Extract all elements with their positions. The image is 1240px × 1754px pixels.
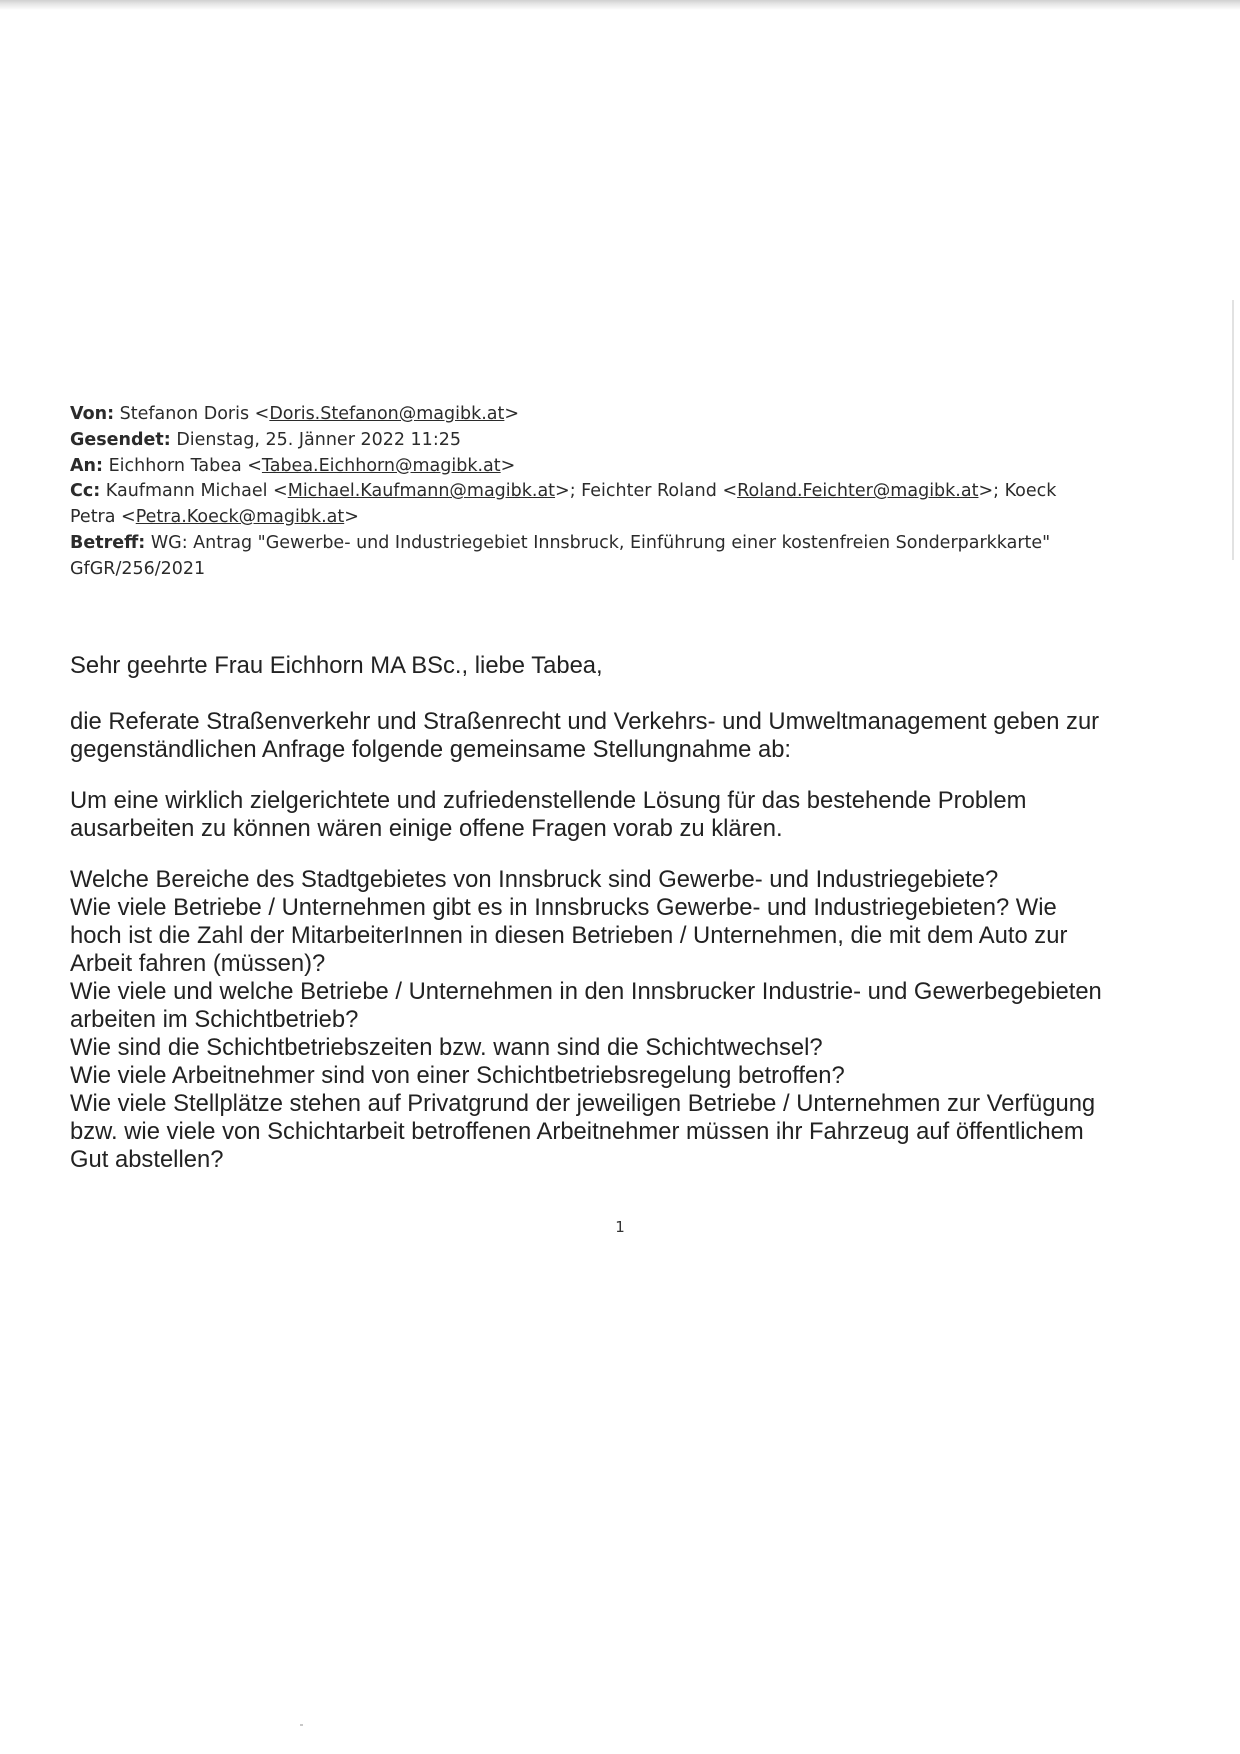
sent-line bbox=[70, 428, 1170, 454]
cc-label: Cc: bbox=[70, 481, 101, 502]
scan-right-edge bbox=[1232, 300, 1234, 560]
question-line: Wie viele Stellplätze stehen auf Privatgrund der jeweiligen Betriebe / Unternehmen zur Verfügung bbox=[70, 1090, 1096, 1117]
cc-email-link[interactable]: Roland.Feichter@magibk.at bbox=[737, 481, 979, 502]
cc-email-link[interactable]: Petra.Koeck@magibk.at bbox=[135, 507, 345, 528]
question-line: Wie viele und welche Betriebe / Unternehmen in den Innsbrucker Industrie- und Gewerbegebieten bbox=[70, 978, 1102, 1005]
to-line: An: Eichhorn Tabea <Tabea.Eichhorn@magibk.at> bbox=[70, 455, 516, 476]
cc-line: Cc: Kaufmann Michael <Michael.Kaufmann@magibk.at>; Feichter Roland <Roland.Feichter@magibk.at>; Koeck bbox=[70, 481, 1057, 502]
subject-text: WG: Antrag "Gewerbe- und Industriegebiet Innsbruck, Einführung einer kostenfreien Sonderparkkarte" bbox=[150, 532, 1051, 553]
cc-line-cont: Petra <Petra.Koeck@magibk.at> bbox=[70, 507, 359, 528]
page-number: 1 bbox=[615, 1218, 625, 1236]
text-line: Um eine wirklich zielgerichtete und zufriedenstellende Lösung für das bestehende Problem bbox=[70, 787, 1027, 814]
question-line: Welche Bereiche des Stadtgebietes von Innsbruck sind Gewerbe- und Industriegebiete? bbox=[70, 866, 999, 893]
to-email-link[interactable]: Tabea.Eichhorn@magibk.at bbox=[261, 455, 501, 476]
subject-label: Betreff: bbox=[70, 532, 146, 553]
question-line: Wie viele Arbeitnehmer sind von einer Schichtbetriebsregelung betroffen? bbox=[70, 1062, 845, 1089]
letter-body bbox=[70, 652, 1175, 1174]
to-label: An: bbox=[70, 455, 104, 476]
scan-speck bbox=[300, 1724, 303, 1726]
question-line: bzw. wie viele von Schichtarbeit betroffenen Arbeitnehmer müssen ihr Fahrzeug auf öffentlichem bbox=[70, 1118, 1084, 1145]
question-line: arbeiten im Schichtbetrieb? bbox=[70, 1006, 359, 1033]
from-label: Von: bbox=[70, 404, 115, 424]
email-header bbox=[70, 402, 1170, 583]
paragraph-intro bbox=[70, 787, 1175, 843]
salutation: Sehr geehrte Frau Eichhorn MA BSc., liebe Tabea, bbox=[70, 652, 603, 679]
subject-line-cont: GfGR/256/2021 bbox=[70, 558, 206, 579]
from-line: Von: Stefanon Doris <Doris.Stefanon@magibk.at> bbox=[70, 404, 520, 424]
sent-value: Dienstag, 25. Jänner 2022 11:25 bbox=[176, 429, 461, 450]
scan-top-edge bbox=[0, 0, 1240, 10]
question-line: Wie viele Betriebe / Unternehmen gibt es in Innsbrucks Gewerbe- und Industriegebieten? Wie bbox=[70, 894, 1057, 921]
cc-name: Kaufmann Michael bbox=[105, 481, 268, 502]
text-line: ausarbeiten zu können wären einige offene Fragen vorab zu klären. bbox=[70, 815, 783, 842]
question-line: hoch ist die Zahl der MitarbeiterInnen in diesen Betrieben / Unternehmen, die mit dem Auto zur bbox=[70, 922, 1068, 949]
from-name: Stefanon Doris bbox=[119, 404, 250, 424]
cc-name: Koeck bbox=[1004, 481, 1057, 502]
paragraph-statement bbox=[70, 708, 1175, 764]
subject-line bbox=[70, 531, 1170, 557]
text-line: die Referate Straßenverkehr und Straßenrecht und Verkehrs- und Umweltmanagement geben zur bbox=[70, 708, 1100, 735]
cc-name: Feichter Roland bbox=[581, 481, 717, 502]
to-name: Eichhorn Tabea bbox=[108, 455, 242, 476]
sent-label: Gesendet: bbox=[70, 429, 171, 450]
question-line: Wie sind die Schichtbetriebszeiten bzw. wann sind die Schichtwechsel? bbox=[70, 1034, 823, 1061]
from-email-link[interactable]: Doris.Stefanon@magibk.at bbox=[269, 404, 505, 424]
question-line: Gut abstellen? bbox=[70, 1146, 224, 1173]
questions-list bbox=[70, 866, 1175, 1174]
cc-email-link[interactable]: Michael.Kaufmann@magibk.at bbox=[287, 481, 556, 502]
cc-name-cont: Petra bbox=[70, 507, 116, 528]
question-line: Arbeit fahren (müssen)? bbox=[70, 950, 326, 977]
text-line: gegenständlichen Anfrage folgende gemeinsame Stellungnahme ab: bbox=[70, 736, 792, 763]
